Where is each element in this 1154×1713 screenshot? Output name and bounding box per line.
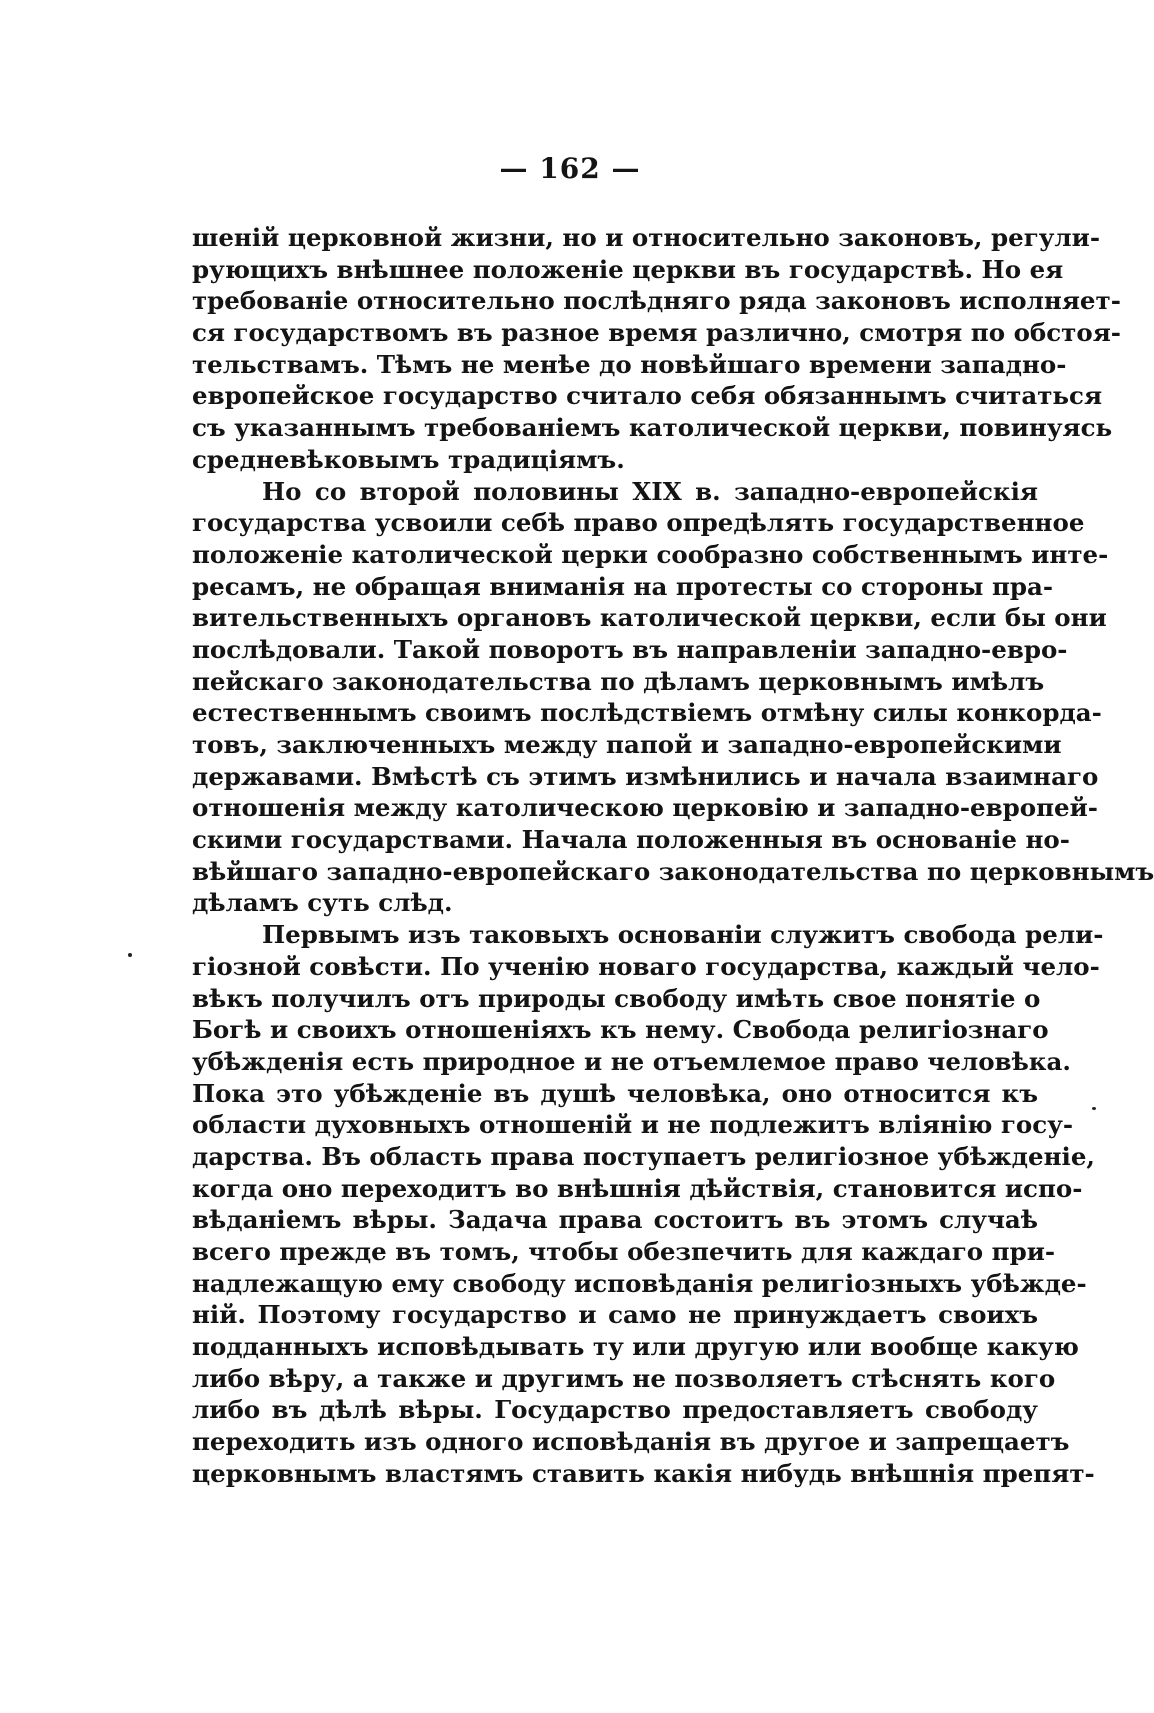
text-line: рующихъ внѣшнее положеніе церкви въ государствѣ. Но ея — [192, 254, 1064, 284]
page-number: — 162 — — [499, 152, 641, 185]
text-line: государства усвоили себѣ право опредѣлять государственное — [192, 508, 1085, 538]
text-line: пейскаго законодательства по дѣламъ церковнымъ имѣлъ — [192, 666, 1045, 696]
text-line: дарства. Въ область права поступаетъ религіозное убѣжденіе, — [192, 1141, 1095, 1171]
text-line: Пока это убѣжденіе въ душѣ человѣка, оно относится къ — [192, 1078, 1038, 1108]
paragraph — [192, 222, 1121, 476]
print-speck — [1092, 1107, 1096, 1110]
text-line: Богѣ и своихъ отношеніяхъ къ нему. Свобода религіознаго — [192, 1015, 1049, 1045]
text-line: средневѣковымъ традиціямъ. — [192, 444, 625, 474]
text-line: гіозной совѣсти. По ученію новаго государства, каждый чело- — [192, 951, 1100, 981]
text-line: товъ, заключенныхъ между папой и западно-европейскими — [192, 730, 1062, 759]
text-line: Первымъ изъ таковыхъ основаніи служитъ свобода рели- — [262, 920, 1104, 950]
text-line: ній. Поэтому государство и само не принуждаетъ своихъ — [192, 1300, 1038, 1330]
text-line: когда оно переходитъ во внѣшнія дѣйствія, становится испо- — [192, 1173, 1083, 1203]
text-line: требованіе относительно послѣдняго ряда законовъ исполняет- — [192, 286, 1121, 316]
text-line: европейское государство считало себя обязаннымъ считаться — [192, 381, 1103, 411]
text-line: надлежащую ему свободу исповѣданія религіозныхъ убѣжде- — [192, 1268, 1087, 1298]
text-line: вѣкъ получилъ отъ природы свободу имѣть свое понятіе о — [192, 983, 1041, 1013]
text-line: скими государствами. Начала положенныя въ основаніе но- — [192, 825, 1070, 855]
text-line: ресамъ, не обращая вниманія на протесты со стороны пра- — [192, 571, 1054, 601]
text-line: церковнымъ властямъ ставить какія нибудь внѣшнія препят- — [192, 1458, 1095, 1488]
paragraph — [192, 919, 1104, 1489]
text-line: вѣданіемъ вѣры. Задача права состоитъ въ этомъ случаѣ — [192, 1205, 1038, 1235]
paragraph — [192, 476, 1154, 920]
text-line: ся государствомъ въ разное время различно, смотря по обстоя- — [192, 318, 1121, 348]
text-line: послѣдовали. Такой поворотъ въ направленіи западно-евро- — [192, 634, 1068, 664]
text-line: всего прежде въ томъ, чтобы обезпечить для каждаго при- — [192, 1237, 1056, 1266]
text-line: державами. Вмѣстѣ съ этимъ измѣнились и начала взаимнаго — [192, 761, 1099, 791]
text-line: переходить изъ одного исповѣданія въ другое и запрещаетъ — [192, 1427, 1070, 1457]
text-line: области духовныхъ отношеній и не подлежитъ вліянію госу- — [192, 1110, 1074, 1140]
text-line: отношенія между католическою церковію и западно-европей- — [192, 793, 1098, 823]
print-speck — [128, 953, 132, 957]
text-line: вительственныхъ органовъ католической церкви, если бы они — [192, 603, 1107, 633]
text-line: подданныхъ исповѣдывать ту или другую или вообще какую — [192, 1332, 1079, 1362]
text-line: либо вѣру, а также и другимъ не позволяетъ стѣснять кого — [192, 1363, 1056, 1393]
text-line: вѣйшаго западно-европейскаго законодательства по церковнымъ — [192, 856, 1154, 886]
text-line: съ указаннымъ требованіемъ католической церкви, повинуясь — [192, 413, 1113, 443]
body-text — [192, 222, 1154, 1490]
text-line: шеній церковной жизни, но и относительно законовъ, регули- — [192, 223, 1101, 252]
text-line: Но со второй половины XIX в. западно-европейскія — [262, 476, 1038, 506]
text-line: тельствамъ. Тѣмъ не менѣе до новѣйшаго времени западно- — [192, 349, 1067, 379]
text-line: убѣжденія есть природное и не отъемлемое право человѣка. — [192, 1046, 1071, 1076]
text-line: либо въ дѣлѣ вѣры. Государство предоставляетъ свободу — [192, 1395, 1038, 1425]
text-line: естественнымъ своимъ послѣдствіемъ отмѣну силы конкорда- — [192, 698, 1102, 728]
text-line: положеніе католической церки сообразно собственнымъ инте- — [192, 539, 1109, 569]
text-line: дѣламъ суть слѣд. — [192, 888, 453, 918]
